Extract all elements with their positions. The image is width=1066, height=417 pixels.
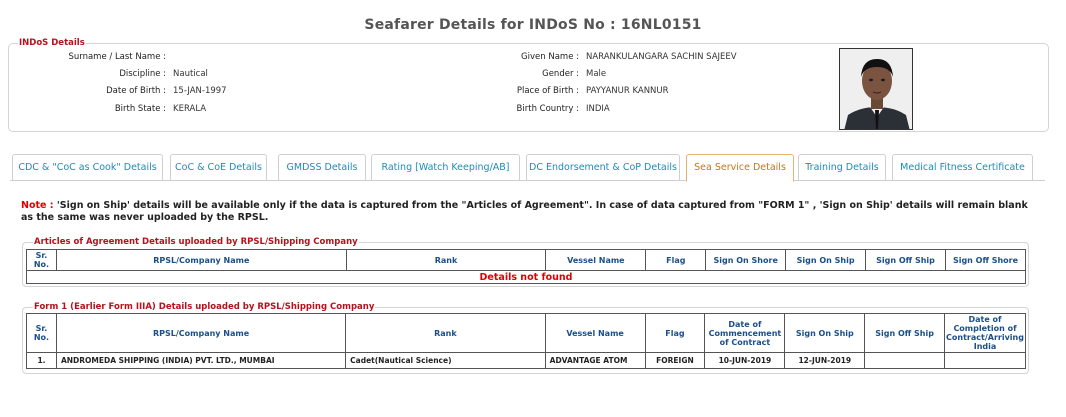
note-text: 'Sign on Ship' details will be available only if the data is captured from the "Articles of Agreement". In case of data captured from "FORM 1" , 'Sign on Ship' details will remain blank as the same was never uploaded by the RPSL. (21, 200, 1028, 223)
given-name-label: Given Name : (521, 52, 579, 62)
portrait-image (840, 49, 913, 130)
col-rank: Rank (346, 314, 546, 353)
birth-country-label: Birth Country : (516, 104, 579, 114)
place-of-birth-label: Place of Birth : (516, 86, 579, 96)
cell-sign-off-ship (865, 353, 945, 369)
place-of-birth-value: PAYYANUR KANNUR (586, 86, 669, 96)
tab-gmdss-details[interactable]: GMDSS Details (278, 154, 366, 181)
tab-rating-watch-keeping[interactable]: Rating [Watch Keeping/AB] (371, 154, 520, 181)
col-flag: Flag (646, 250, 706, 271)
discipline-value: Nautical (173, 69, 208, 79)
sign-on-ship-note (21, 200, 1036, 224)
surname-label: Surname / Last Name : (68, 52, 166, 62)
col-sign-off-ship: Sign Off Ship (865, 314, 945, 353)
cell-date-of-completion (945, 353, 1026, 369)
tab-training-details[interactable]: Training Details (798, 154, 886, 181)
tab-sea-service-details[interactable]: Sea Service Details (686, 154, 794, 182)
col-vessel-name: Vessel Name (545, 314, 645, 353)
col-rpsl-company-name: RPSL/Company Name (56, 314, 345, 353)
col-flag: Flag (645, 314, 705, 353)
articles-of-agreement-legend: Articles of Agreement Details uploaded by RPSL/Shipping Company (34, 237, 358, 247)
given-name-value: NARANKULANGARA SACHIN SAJEEV (586, 52, 737, 62)
col-sr-no: Sr. No. (27, 314, 57, 353)
tab-medical-fitness-certificate[interactable]: Medical Fitness Certificate (892, 154, 1033, 181)
page-title: Seafarer Details for INDoS No : 16NL0151 (364, 17, 702, 33)
articles-of-agreement-table (26, 249, 1026, 284)
date-of-birth-value: 15-JAN-1997 (173, 86, 227, 96)
tab-dc-endorsement-cop-details[interactable]: DC Endorsement & CoP Details (526, 154, 680, 181)
col-sign-off-shore: Sign Off Shore (945, 250, 1025, 271)
tab-cdc-coc-as-cook-details[interactable]: CDC & "CoC as Cook" Details (12, 154, 163, 181)
cell-sr-no: 1. (27, 353, 57, 369)
tab-coc-coe-details[interactable]: CoC & CoE Details (170, 154, 267, 181)
col-vessel-name: Vessel Name (546, 250, 646, 271)
cell-flag: FOREIGN (645, 353, 705, 369)
birth-state-value: KERALA (173, 104, 207, 114)
col-sign-on-ship: Sign On Ship (786, 250, 866, 271)
gender-label: Gender : (542, 69, 579, 79)
table-row (27, 271, 1026, 284)
discipline-label: Discipline : (119, 69, 166, 79)
note-prefix: Note : (21, 200, 54, 211)
form1-header-row (27, 314, 1026, 353)
col-rank: Rank (346, 250, 546, 271)
cell-company-name: ANDROMEDA SHIPPING (INDIA) PVT. LTD., MUMBAI (56, 353, 345, 369)
col-rpsl-company-name: RPSL/Company Name (56, 250, 346, 271)
cell-vessel-name: ADVANTAGE ATOM (545, 353, 645, 369)
table-row (27, 353, 1026, 369)
cell-rank: Cadet(Nautical Science) (346, 353, 546, 369)
form1-legend: Form 1 (Earlier Form IIIA) Details uploaded by RPSL/Shipping Company (34, 302, 375, 312)
col-date-of-commencement: Date of Commencement of Contract (705, 314, 785, 353)
col-sr-no: Sr. No. (27, 250, 57, 271)
birth-country-value: INDIA (586, 104, 610, 114)
indos-details-legend: INDoS Details (19, 38, 85, 48)
articles-header-row (27, 250, 1026, 271)
col-sign-on-ship: Sign On Ship (785, 314, 865, 353)
gender-value: Male (586, 69, 607, 79)
seafarer-photo (839, 48, 913, 130)
col-date-of-completion: Date of Completion of Contract/Arriving India (946, 315, 1024, 351)
tab-bar (10, 154, 1045, 181)
cell-sign-on-ship: 12-JUN-2019 (785, 353, 865, 369)
col-sign-off-ship: Sign Off Ship (866, 250, 946, 271)
cell-date-of-commencement: 10-JUN-2019 (705, 353, 785, 369)
details-not-found-message: Details not found (27, 271, 1026, 284)
date-of-birth-label: Date of Birth : (106, 86, 166, 96)
form1-table (26, 313, 1026, 369)
birth-state-label: Birth State : (114, 104, 166, 114)
col-sign-on-shore: Sign On Shore (706, 250, 786, 271)
